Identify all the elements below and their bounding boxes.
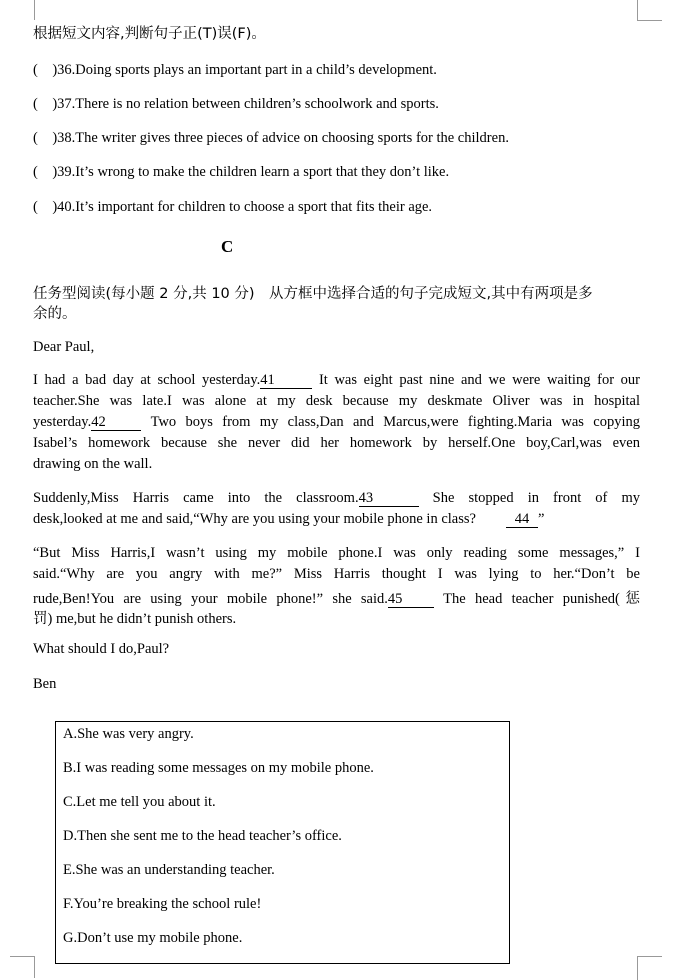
tf-item-39	[33, 160, 449, 181]
text-run: It was eight past nine and we were waiting for our	[318, 372, 641, 388]
text-run: Two boys from my class,Dan and Marcus,were fighting.Maria was copying	[150, 414, 641, 430]
p3-line2: said.“Why are you angry with me?” Miss Harris thought I was lying to her.“Don’t be	[33, 566, 640, 582]
answer-paren[interactable]: ( )	[33, 62, 58, 78]
tf-item-text: 37.There is no relation between children’s schoolwork and sports.	[57, 96, 439, 112]
p3-line3	[33, 587, 640, 608]
p2-line1	[33, 490, 640, 507]
p1-line1	[33, 372, 640, 389]
blank-42[interactable]: 42	[91, 415, 141, 431]
answer-paren[interactable]: ( )	[33, 130, 58, 146]
blank-44[interactable]: 44	[506, 512, 538, 528]
signature: Ben	[33, 676, 57, 692]
tf-item-40	[33, 195, 432, 216]
text-run: She stopped in front of my	[432, 490, 640, 506]
corner-mark-top-left	[34, 0, 35, 20]
tf-item-text: 40.It’s important for children to choose a sport that fits their age.	[57, 199, 433, 215]
tf-item-38	[33, 126, 509, 147]
answer-paren[interactable]: ( )	[33, 96, 58, 112]
p3-line4: 罚) me,but he didn’t punish others.	[33, 611, 237, 627]
tf-item-36	[33, 58, 437, 79]
answer-paren[interactable]: ( )	[33, 164, 58, 180]
options-box	[55, 721, 510, 964]
option-b: B.I was reading some messages on my mobile phone.	[63, 760, 374, 776]
task-instruction-line1: 任务型阅读(每小题 2 分,共 10 分) 从方框中选择合适的句子完成短文,其中有两项是多	[33, 286, 593, 302]
task-instruction-line2: 余的。	[33, 306, 77, 322]
tf-item-text: 38.The writer gives three pieces of advice on choosing sports for the children.	[57, 130, 509, 146]
p2-line2	[33, 511, 544, 528]
text-run: I had a bad day at school yesterday.	[33, 372, 261, 388]
p1-line5: drawing on the wall.	[33, 456, 153, 472]
tf-instruction: 根据短文内容,判断句子正(T)误(F)。	[33, 26, 266, 42]
blank-41[interactable]: 41	[260, 373, 312, 389]
closing-question: What should I do,Paul?	[33, 641, 170, 657]
blank-45[interactable]: 45	[388, 592, 434, 608]
tf-item-text: 39.It’s wrong to make the children learn a sport that they don’t like.	[57, 164, 450, 180]
text-run: ”	[537, 511, 545, 527]
corner-mark-bottom-left	[10, 956, 35, 978]
text-run: desk,looked at me and said,“Why are you using your mobile phone in class?	[33, 511, 476, 527]
option-d: D.Then she sent me to the head teacher’s office.	[63, 828, 342, 844]
p1-line2: teacher.She was late.I was alone at my desk because my deskmate Oliver was in hospital	[33, 393, 640, 409]
letter-greeting: Dear Paul,	[33, 339, 95, 355]
text-run: Suddenly,Miss Harris came into the classroom.	[33, 490, 359, 506]
p3-line1: “But Miss Harris,I wasn’t using my mobile phone.I was only reading some messages,” I	[33, 545, 640, 561]
section-heading: C	[221, 237, 234, 256]
option-g: G.Don’t use my mobile phone.	[63, 930, 243, 946]
text-run: yesterday.	[33, 414, 92, 430]
option-c: C.Let me tell you about it.	[63, 794, 216, 810]
corner-mark-top-right	[637, 0, 662, 21]
option-e: E.She was an understanding teacher.	[63, 862, 275, 878]
tf-item-text: 36.Doing sports plays an important part in a child’s development.	[57, 62, 437, 78]
option-f: F.You’re breaking the school rule!	[63, 896, 262, 912]
text-run: The head teacher punished(惩	[443, 591, 641, 607]
answer-paren[interactable]: ( )	[33, 199, 58, 215]
p1-line4: Isabel’s homework because she never did her homework by herself.One boy,Carl,was even	[33, 435, 640, 451]
text-run: rude,Ben!You are using your mobile phone!” she said.	[33, 591, 388, 607]
corner-mark-bottom-left-h	[10, 956, 34, 957]
tf-item-37	[33, 92, 439, 113]
corner-mark-bottom-right	[637, 956, 662, 980]
blank-43[interactable]: 43	[359, 491, 419, 507]
p1-line3	[33, 414, 640, 431]
option-a: A.She was very angry.	[63, 726, 194, 742]
